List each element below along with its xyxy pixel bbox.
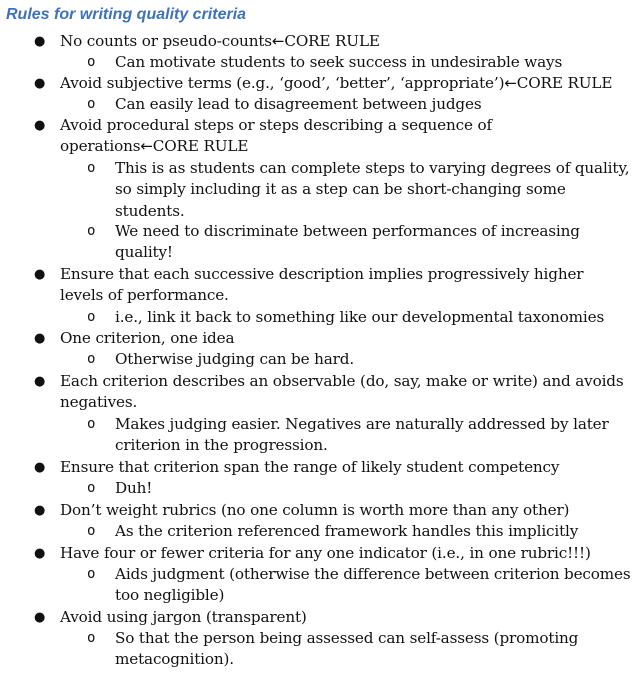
sub-list-item bbox=[87, 521, 635, 542]
hollow-bullet-icon: o bbox=[87, 480, 96, 496]
rule-text: Have four or fewer criteria for any one indicator (i.e., in one rubric!!!) bbox=[60, 544, 591, 562]
core-rule-tag: CORE RULE bbox=[284, 32, 380, 50]
hollow-bullet-icon: o bbox=[87, 523, 96, 539]
core-rule-tag: CORE RULE bbox=[516, 74, 613, 92]
list-item bbox=[34, 264, 630, 307]
sub-list-item bbox=[87, 52, 635, 73]
bullet-icon: ● bbox=[34, 34, 46, 49]
rule-text: One criterion, one idea bbox=[60, 329, 235, 347]
sub-list-item bbox=[87, 158, 635, 222]
bullet-icon: ● bbox=[34, 610, 46, 625]
rule-text: Avoid using jargon (transparent) bbox=[60, 608, 307, 626]
bullet-icon: ● bbox=[34, 118, 46, 133]
list-item bbox=[34, 500, 630, 521]
bullet-icon: ● bbox=[34, 331, 46, 346]
subpoint-text: Makes judging easier. Negatives are naturally addressed by later criterion in the progression. bbox=[115, 415, 609, 455]
subpoint-text: Aids judgment (otherwise the difference between criterion becomes too negligible) bbox=[115, 565, 631, 605]
sub-list-item bbox=[87, 349, 635, 370]
hollow-bullet-icon: o bbox=[87, 630, 96, 646]
sub-list-item bbox=[87, 414, 635, 457]
subpoint-text: Otherwise judging can be hard. bbox=[115, 350, 355, 368]
rule-text: Each criterion describes an observable (do, say, make or write) and avoids negatives. bbox=[60, 372, 624, 412]
bullet-icon: ● bbox=[34, 76, 46, 91]
hollow-bullet-icon: o bbox=[87, 54, 96, 70]
sub-list-item bbox=[87, 307, 635, 328]
sub-list-item bbox=[87, 478, 635, 499]
hollow-bullet-icon: o bbox=[87, 351, 96, 367]
sub-list-item bbox=[87, 94, 635, 115]
subpoint-text: Can motivate students to seek success in undesirable ways bbox=[115, 53, 563, 71]
hollow-bullet-icon: o bbox=[87, 566, 96, 582]
rule-text: Avoid subjective terms (e.g., ‘good’, ‘better’, ‘appropriate’) bbox=[60, 74, 505, 92]
hollow-bullet-icon: o bbox=[87, 416, 96, 432]
sub-list-item bbox=[87, 221, 635, 264]
subpoint-text: This is as students can complete steps to varying degrees of quality, so simply including it as a step can be short-changing some students. bbox=[115, 159, 630, 220]
bullet-icon: ● bbox=[34, 546, 46, 561]
rule-text: Avoid procedural steps or steps describing a sequence of operations bbox=[60, 116, 492, 156]
sub-list-item bbox=[87, 628, 635, 671]
left-arrow-icon: ← bbox=[271, 32, 285, 50]
list-item bbox=[34, 115, 630, 158]
rule-text: Ensure that each successive description implies progressively higher levels of performance. bbox=[60, 265, 584, 305]
list-item bbox=[34, 31, 630, 52]
left-arrow-icon: ← bbox=[504, 74, 517, 92]
document-title: Rules for writing quality criteria bbox=[6, 6, 247, 23]
rule-text: No counts or pseudo-counts bbox=[60, 32, 272, 50]
list-item bbox=[34, 457, 630, 478]
subpoint-text: As the criterion referenced framework handles this implicitly bbox=[115, 522, 579, 540]
hollow-bullet-icon: o bbox=[87, 160, 96, 176]
rule-text: Don’t weight rubrics (no one column is worth more than any other) bbox=[60, 501, 570, 519]
list-item bbox=[34, 328, 630, 349]
subpoint-text: So that the person being assessed can self-assess (promoting metacognition). bbox=[115, 629, 579, 669]
subpoint-text: We need to discriminate between performances of increasing quality! bbox=[115, 222, 580, 262]
list-item bbox=[34, 371, 630, 414]
bullet-icon: ● bbox=[34, 374, 46, 389]
bullet-icon: ● bbox=[34, 503, 46, 518]
hollow-bullet-icon: o bbox=[87, 309, 96, 325]
list-item bbox=[34, 607, 630, 628]
bullet-icon: ● bbox=[34, 267, 46, 282]
subpoint-text: i.e., link it back to something like our developmental taxonomies bbox=[115, 308, 605, 326]
left-arrow-icon: ← bbox=[140, 137, 153, 156]
sub-list-item bbox=[87, 564, 635, 607]
subpoint-text: Duh! bbox=[115, 479, 153, 497]
list-item bbox=[34, 543, 630, 564]
hollow-bullet-icon: o bbox=[87, 223, 96, 239]
hollow-bullet-icon: o bbox=[87, 96, 96, 112]
rule-text: Ensure that criterion span the range of likely student competency bbox=[60, 458, 560, 476]
core-rule-tag: CORE RULE bbox=[152, 137, 249, 156]
bullet-icon: ● bbox=[34, 460, 46, 475]
list-item bbox=[34, 73, 630, 94]
subpoint-text: Can easily lead to disagreement between judges bbox=[115, 95, 482, 113]
